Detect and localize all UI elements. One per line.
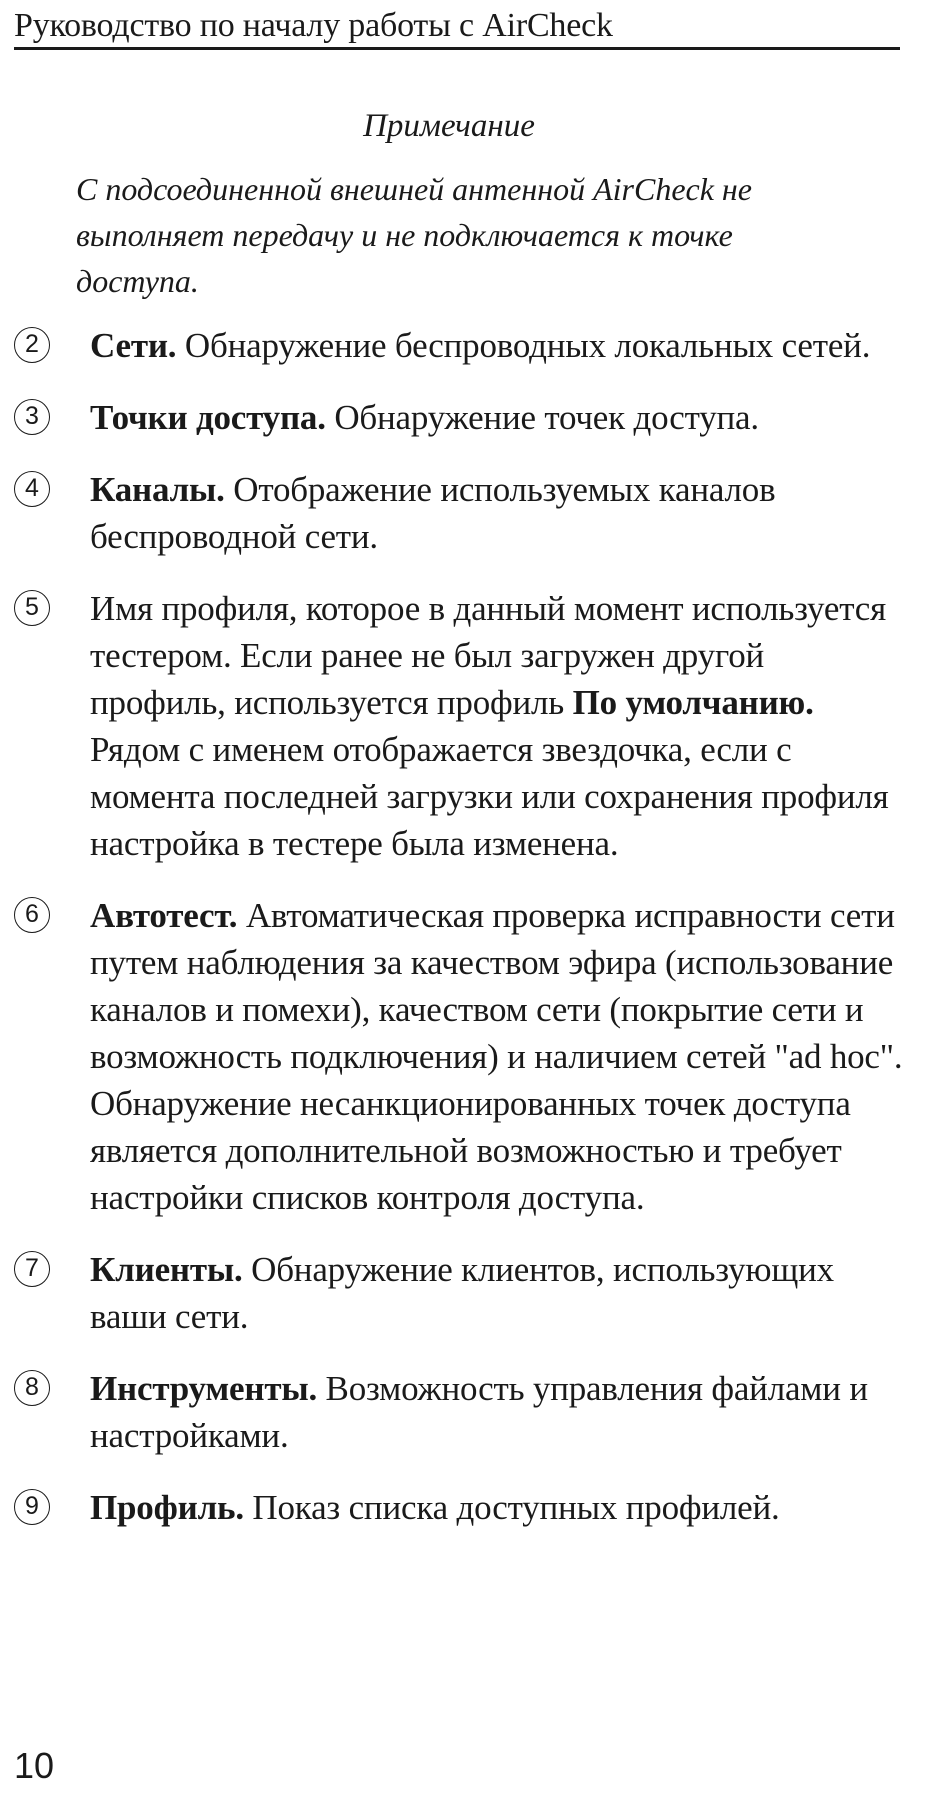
callout-number-6: 6 xyxy=(14,897,50,933)
callout-text-4 xyxy=(90,466,904,560)
callout-number-5: 5 xyxy=(14,590,50,626)
callout-term: Точки доступа. xyxy=(90,398,326,437)
callout-lead-text: Имя профиля, которое в данный момент используется тестером. Если ранее не был загружен другой профиль, используется профиль xyxy=(90,589,886,722)
callout-number-2: 2 xyxy=(14,327,50,363)
callout-number-9: 9 xyxy=(14,1489,50,1525)
note-text: С подсоединенной внешней антенной AirCheck не выполняет передачу и не подключается к точке доступа. xyxy=(76,171,752,299)
note-block xyxy=(76,106,836,304)
callout-item-4 xyxy=(14,466,904,560)
callout-description: Отображение используемых каналов беспроводной сети. xyxy=(90,470,776,556)
callout-text-6 xyxy=(90,892,904,1221)
callout-description: Обнаружение клиентов, использующих ваши сети. xyxy=(90,1250,834,1336)
callout-item-3 xyxy=(14,394,904,441)
callout-term: Автотест. xyxy=(90,896,238,935)
callout-description: Обнаружение беспроводных локальных сетей. xyxy=(176,326,871,365)
callout-list xyxy=(14,322,904,1556)
callout-number-8: 8 xyxy=(14,1370,50,1406)
callout-term: Каналы. xyxy=(90,470,225,509)
callout-term: Профиль. xyxy=(90,1488,244,1527)
callout-description: Обнаружение точек доступа. xyxy=(325,398,759,437)
callout-text-3 xyxy=(90,394,904,441)
callout-number-4: 4 xyxy=(14,471,50,507)
callout-text-5 xyxy=(90,585,904,867)
callout-item-7 xyxy=(14,1246,904,1340)
page-number: 10 xyxy=(14,1745,55,1786)
callout-text-7 xyxy=(90,1246,904,1340)
callout-number-3: 3 xyxy=(14,399,50,435)
callout-description: Рядом с именем отображается звездочка, если с момента последней загрузки или сохранения профиля настройка в тестере была изменена. xyxy=(90,730,889,863)
callout-item-2 xyxy=(14,322,904,369)
callout-term: Инструменты. xyxy=(90,1369,317,1408)
note-title: Примечание xyxy=(363,108,535,144)
callout-item-8 xyxy=(14,1365,904,1459)
callout-description: Автоматическая проверка исправности сети путем наблюдения за качеством эфира (использование каналов и помехи), качеством сети (покрытие сети и возможность подключения) и наличием сетей "ad hoc". Обнаружение несанкционированных точек доступа является дополнительной возможностью и требует настройки списков контроля доступа. xyxy=(90,896,903,1217)
callout-description: Возможность управления файлами и настройками. xyxy=(90,1369,868,1455)
callout-term: По умолчанию. xyxy=(572,683,814,722)
callout-term: Сети. xyxy=(90,326,177,365)
callout-text-9 xyxy=(90,1484,904,1531)
callout-description: Показ списка доступных профилей. xyxy=(243,1488,780,1527)
callout-item-6 xyxy=(14,892,904,1221)
callout-number-7: 7 xyxy=(14,1251,50,1287)
callout-text-2 xyxy=(90,322,904,369)
callout-item-9 xyxy=(14,1484,904,1531)
callout-item-5 xyxy=(14,585,904,867)
callout-text-8 xyxy=(90,1365,904,1459)
callout-term: Клиенты. xyxy=(90,1250,243,1289)
document-title: Руководство по началу работы с AirCheck xyxy=(14,7,613,44)
page-header xyxy=(14,6,900,50)
